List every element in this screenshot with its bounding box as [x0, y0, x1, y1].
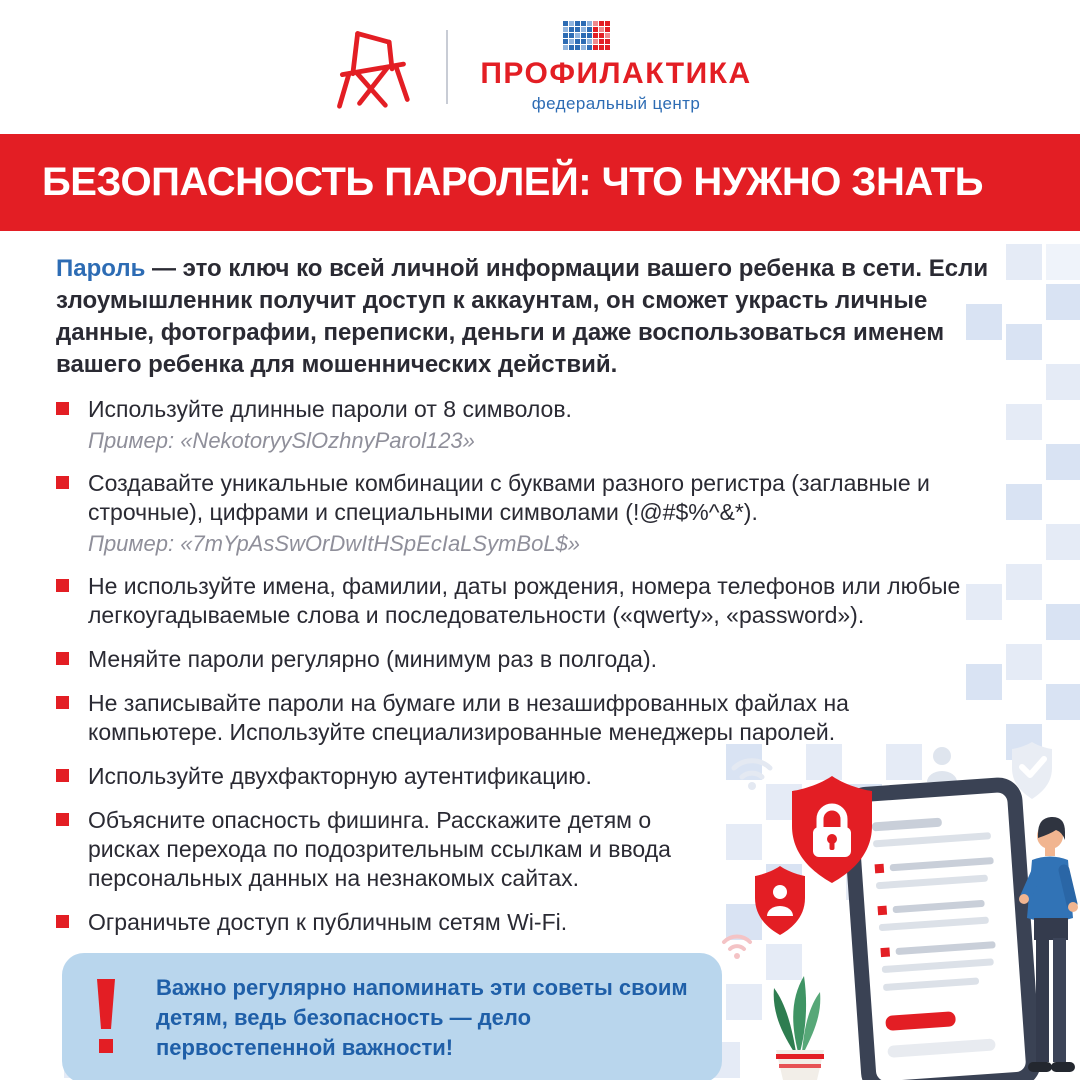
page-title: БЕЗОПАСНОСТЬ ПАРОЛЕЙ: ЧТО НУЖНО ЗНАТЬ — [42, 160, 983, 204]
tip-text: Не записывайте пароли на бумаге или в незашифрованных файлах на компьютере. Используйте специализированные менеджеры паролей. — [88, 690, 849, 745]
bullet-square-icon — [56, 769, 69, 782]
tip-text: Не используйте имена, фамилии, даты рождения, номера телефонов или любые легкоугадываемые слова и последовательности («qwerty», «password»). — [88, 573, 961, 628]
tip-text: Используйте длинные пароли от 8 символов. — [88, 396, 572, 422]
list-item — [56, 469, 1024, 557]
title-banner — [0, 134, 1080, 231]
bullet-square-icon — [56, 476, 69, 489]
tip-text: Создавайте уникальные комбинации с буквами разного регистра (заглавные и строчные), цифрами и специальными символами (!@#$%^&*). — [88, 470, 930, 525]
list-item — [56, 908, 1024, 937]
brand-logo — [480, 20, 751, 114]
tip-text: Объясните опасность фишинга. Расскажите детям о рисках перехода по подозрительным ссылкам и ввода персональных данных на незнакомых сайтах. — [88, 807, 671, 891]
tips-list — [56, 395, 1024, 937]
main-content — [0, 231, 1080, 1080]
pixel-grid-icon — [562, 20, 610, 52]
bullet-square-icon — [56, 915, 69, 928]
tip-text: Меняйте пароли регулярно (минимум раз в полгода). — [88, 646, 658, 672]
list-item — [56, 806, 1024, 893]
list-item — [56, 572, 1024, 630]
list-item — [56, 395, 1024, 454]
brand-name: ПРОФИЛАКТИКА — [480, 57, 752, 90]
tip-example: Пример: «NekotoryySlOzhnyParol123» — [88, 428, 475, 453]
tip-text: Ограничьте доступ к публичным сетям Wi-Fi. — [88, 909, 568, 935]
chair-logo-icon — [328, 24, 414, 110]
tip-text: Используйте двухфакторную аутентификацию. — [88, 763, 592, 789]
bullet-square-icon — [56, 652, 69, 665]
intro-paragraph — [56, 253, 1024, 381]
intro-text: — это ключ ко всей личной информации вашего ребенка в сети. Если злоумышленник получит доступ к аккаунтам, он сможет украсть личные данные, фотографии, переписки, деньги и даже воспользоваться именем вашего ребенка для мошеннических действий. — [56, 255, 989, 378]
callout — [62, 953, 722, 1080]
logo-divider — [446, 30, 448, 104]
list-item — [56, 762, 1024, 791]
exclamation-icon — [92, 979, 120, 1057]
list-item — [56, 689, 1024, 747]
bullet-square-icon — [56, 402, 69, 415]
tip-example: Пример: «7mYpAsSwOrDwItHSpEcIaLSymBoL$» — [88, 531, 581, 556]
callout-text: Важно регулярно напоминать эти советы своим детям, ведь безопасность — дело первостепенной важности! — [156, 975, 688, 1060]
bullet-square-icon — [56, 579, 69, 592]
bullet-square-icon — [56, 813, 69, 826]
header — [0, 0, 1080, 134]
intro-lead-word: Пароль — [56, 255, 146, 282]
bullet-square-icon — [56, 696, 69, 709]
list-item — [56, 645, 1024, 674]
brand-subtitle: федеральный центр — [531, 94, 701, 113]
